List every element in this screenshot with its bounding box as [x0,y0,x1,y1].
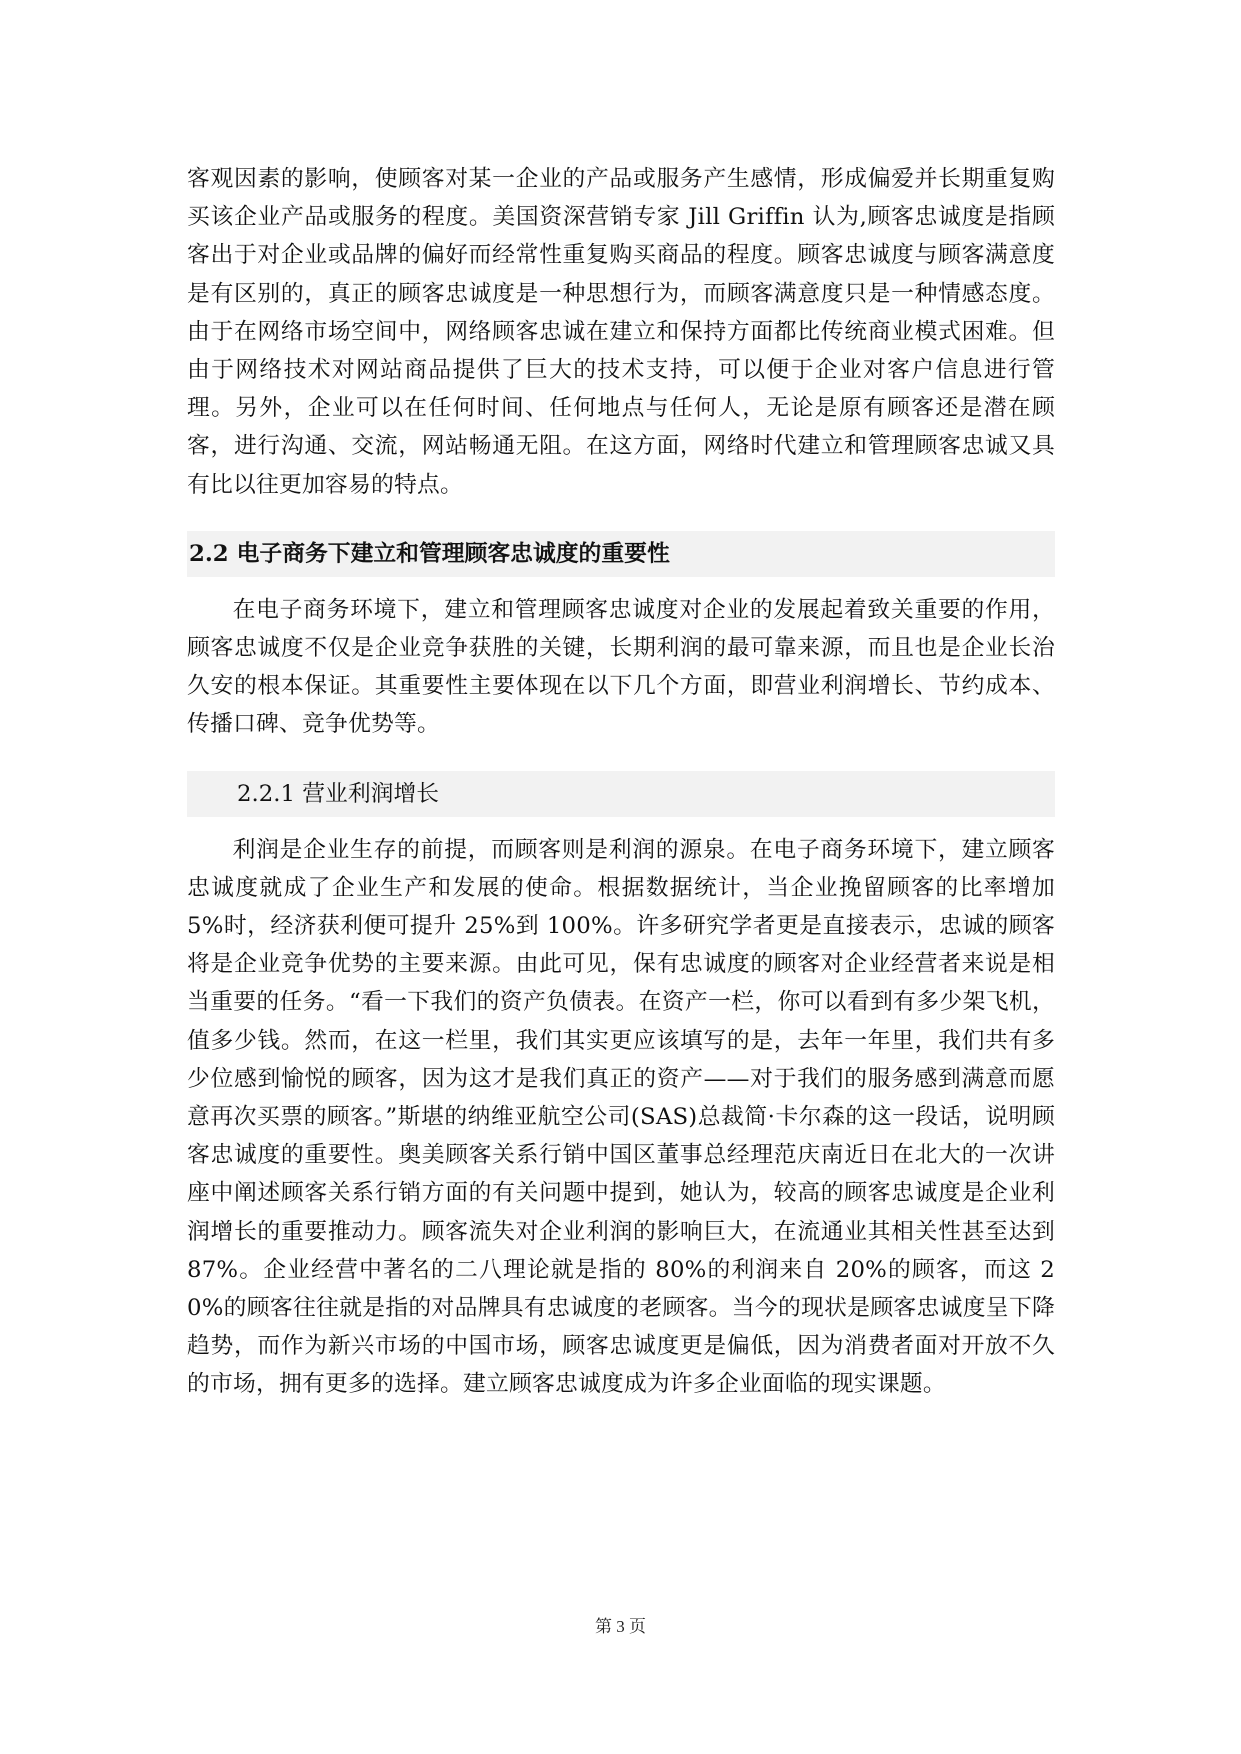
section-heading-2-2: 2.2 电子商务下建立和管理顾客忠诚度的重要性 [187,531,1055,577]
body-paragraph-1: 客观因素的影响，使顾客对某一企业的产品或服务产生感情，形成偏爱并长期重复购买该企业产品或服务的程度。美国资深营销专家 Jill Griffin 认为,顾客忠诚度是指顾客出于对企业或品牌的偏好而经常性重复购买商品的程度。顾客忠诚度与顾客满意度是有区别的，真正的顾客忠诚度是一种思想行为，而顾客满意度只是一种情感态度。由于在网络市场空间中，网络顾客忠诚在建立和保持方面都比传统商业模式困难。但由于网络技术对网站商品提供了巨大的技术支持，可以便于企业对客户信息进行管理。另外，企业可以在任何时间、任何地点与任何人，无论是原有顾客还是潜在顾客，进行沟通、交流，网站畅通无阻。在这方面，网络时代建立和管理顾客忠诚又具有比以往更加容易的特点。 [187,166,1055,498]
body-paragraph-2: 在电子商务环境下，建立和管理顾客忠诚度对企业的发展起着致关重要的作用，顾客忠诚度不仅是企业竞争获胜的关键，长期利润的最可靠来源，而且也是企业长治久安的根本保证。其重要性主要体现在以下几个方面，即营业利润增长、节约成本、传播口碑、竞争优势等。 [187,596,1055,738]
subsection-heading-2-2-1: 2.2.1 营业利润增长 [187,771,1055,817]
body-paragraph-3: 利润是企业生存的前提，而顾客则是利润的源泉。在电子商务环境下，建立顾客忠诚度就成了企业生产和发展的使命。根据数据统计，当企业挽留顾客的比率增加 5%时，经济获利便可提升 25%到 100%。许多研究学者更是直接表示，忠诚的顾客将是企业竞争优势的主要来源。由此可见，保有忠诚度的顾客对企业经营者来说是相当重要的任务。“看一下我们的资产负债表。在资产一栏，你可以看到有多少架飞机，值多少钱。然而，在这一栏里，我们其实更应该填写的是，去年一年里，我们共有多少位感到愉悦的顾客，因为这才是我们真正的资产——对于我们的服务感到满意而愿意再次买票的顾客。”斯堪的纳维亚航空公司(SAS)总裁简·卡尔森的这一段话，说明顾客忠诚度的重要性。奥美顾客关系行销中国区董事总经理范庆南近日在北大的一次讲座中阐述顾客关系行销方面的有关问题中提到，她认为，较高的顾客忠诚度是企业利润增长的重要推动力。顾客流失对企业利润的影响巨大，在流通业其相关性甚至达到 87%。企业经营中著名的二八理论就是指的 80%的利润来自 20%的顾客，而这 20%的顾客往往就是指的对品牌具有忠诚度的老顾客。当今的现状是顾客忠诚度呈下降趋势，而作为新兴市场的中国市场，顾客忠诚度更是偏低，因为消费者面对开放不久的市场，拥有更多的选择。建立顾客忠诚度成为许多企业面临的现实课题。 [187,836,1055,1398]
page-number: 第 3 页 [595,1617,646,1636]
page-content [187,160,1055,1404]
